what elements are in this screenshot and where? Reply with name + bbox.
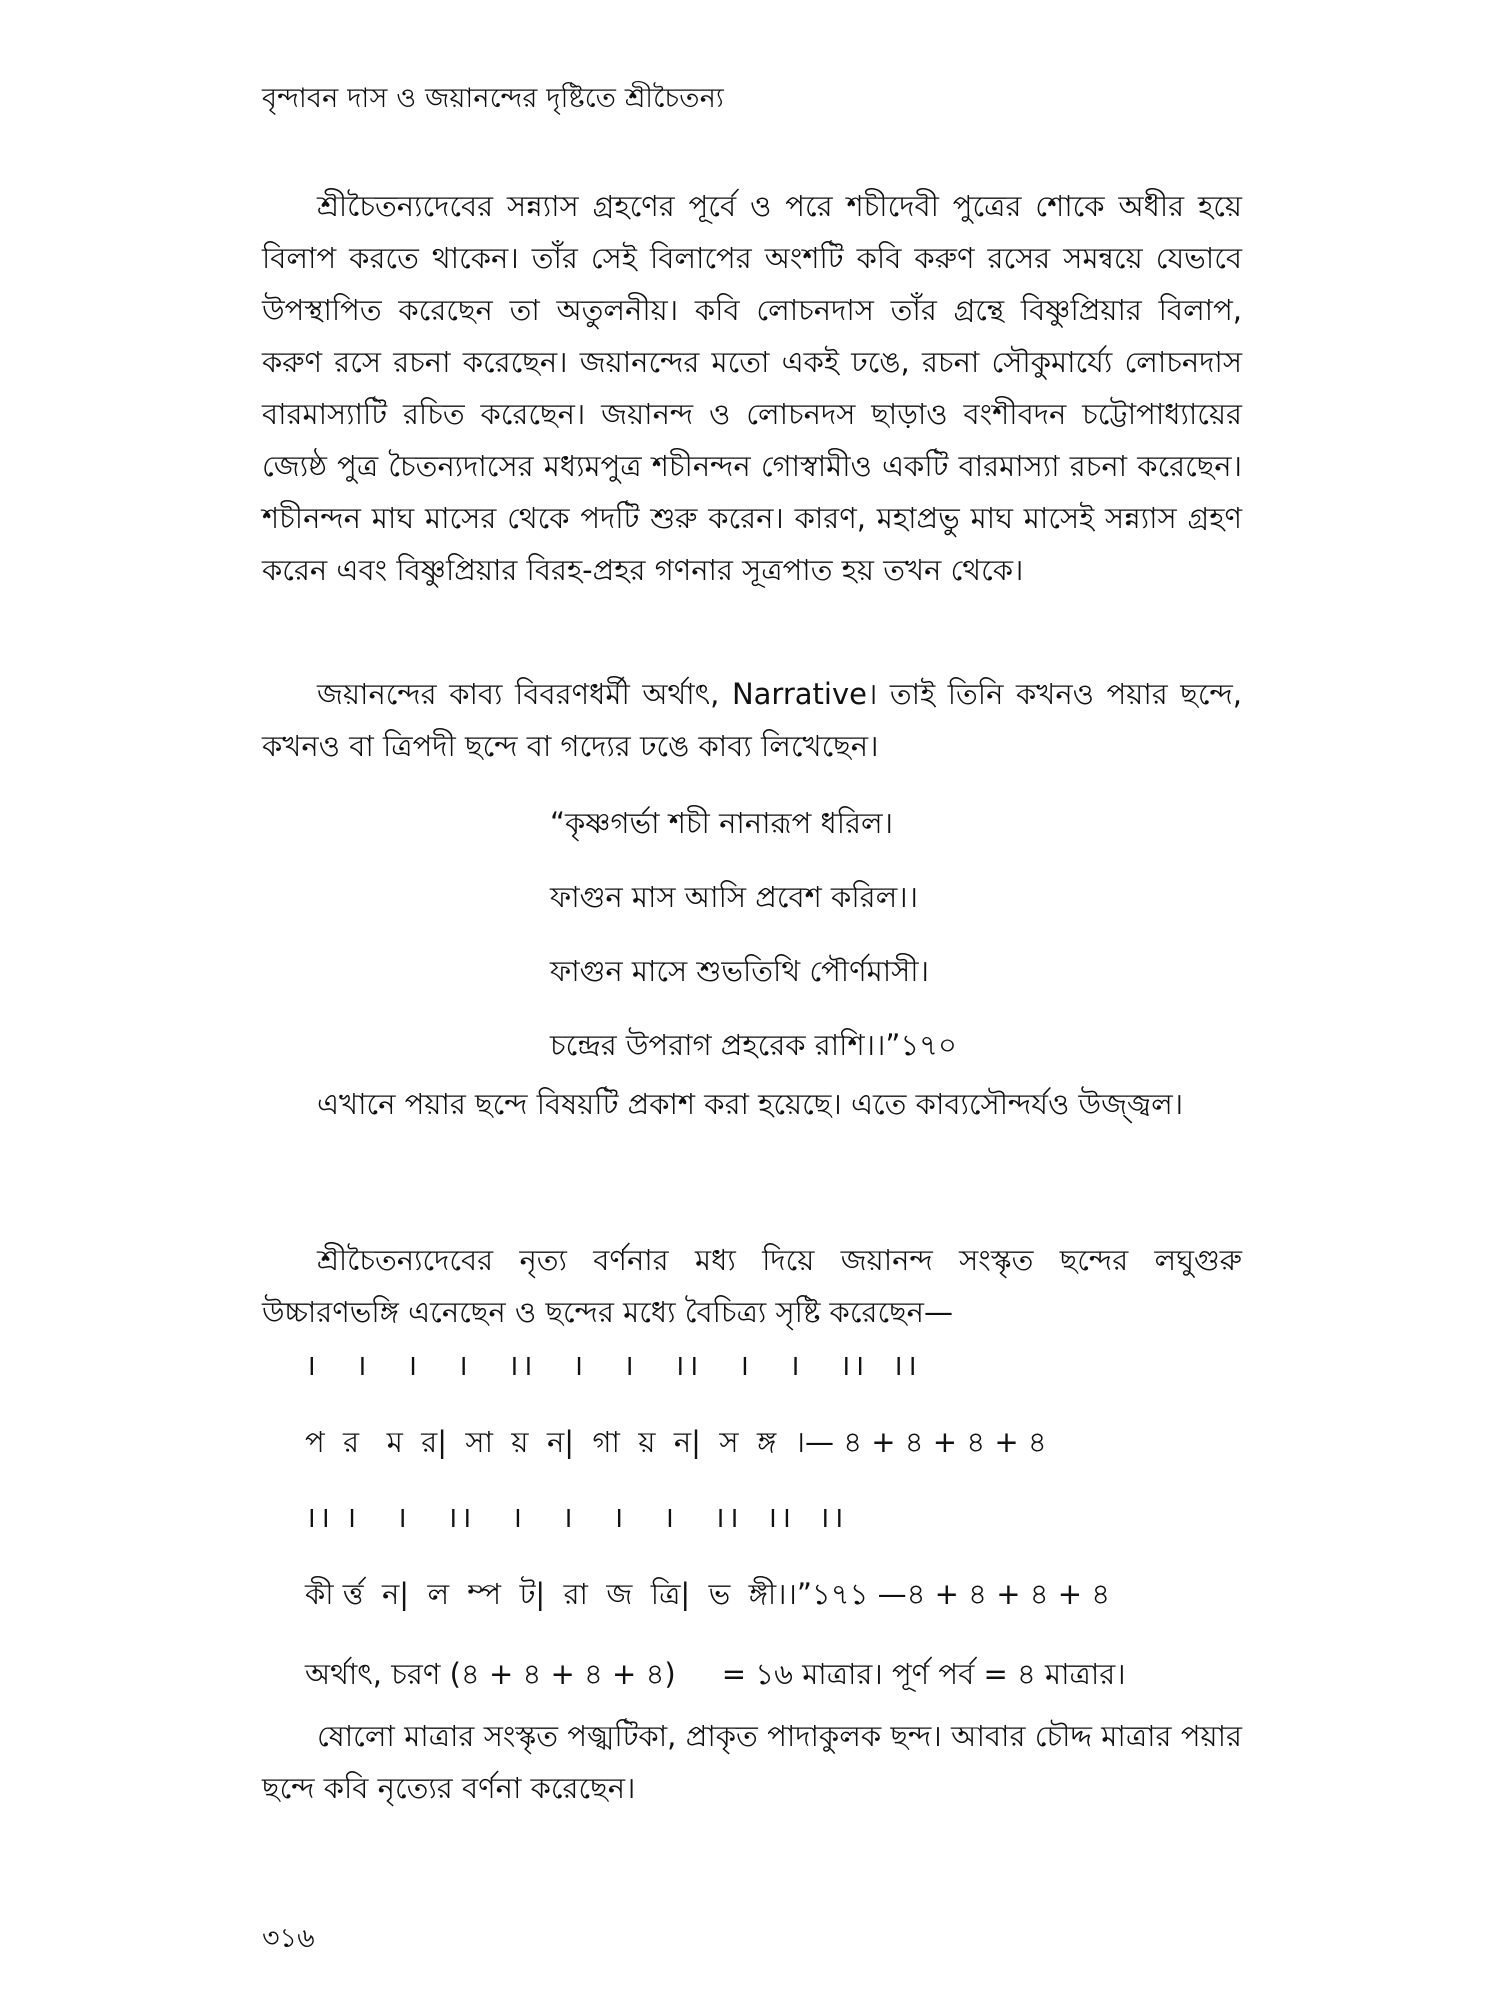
verse-line: ফাগুন মাস আসি প্রবেশ করিল।।: [550, 880, 918, 914]
verse-line: “কৃষ্ণগর্ভা শচী নানারূপ ধরিল।: [550, 806, 894, 840]
paragraph-2: [262, 668, 1242, 772]
scansion-line-2: কী র্ত্ত ন| ল ম্প ট| রা জ ত্রি| ভ ঙ্গী।।”১৭১ —৪ + ৪ + ৪ + ৪: [305, 1577, 1111, 1611]
verse-quote: [550, 795, 957, 1091]
paragraph-3: [262, 1078, 1242, 1130]
scansion-summary: অর্থাৎ, চরণ (৪ + ৪ + ৪ + ৪) = ১৬ মাত্রার। পূর্ণ পর্ব = ৪ মাত্রার।: [305, 1657, 1126, 1691]
paragraph-text: শ্রীচৈতন্যদেবের সন্ন্যাস গ্রহণের পূর্বে ও পরে শচীদেবী পুত্রের শোকে অধীর হয়ে বিলাপ করতে থাকেন। তাঁর সেই বিলাপের অংশটি কবি করুণ রসের সমন্বয়ে যেভাবে উপস্থাপিত করেছেন তা অতুলনীয়। কবি লোচনদাস তাঁর গ্রন্থে বিষ্ণুপ্রিয়ার বিলাপ, করুণ রসে রচনা করেছেন। জয়ানন্দের মতো একই ঢঙে, রচনা সৌকুমার্য্যে লোচনদাস বারমাস্যাটি রচিত করেছেন। জয়ানন্দ ও লোচনদস ছাড়াও বংশীবদন চট্টোপাধ্যায়ের জ্যেষ্ঠ পুত্র চৈতন্যদাসের মধ্যমপুত্র শচীনন্দন গোস্বামীও একটি বারমাস্যা রচনা করেছেন। শচীনন্দন মাঘ মাসের থেকে পদটি শুরু করেন। কারণ, মহাপ্রভু মাঘ মাসেই সন্ন্যাস গ্রহণ করেন এবং বিষ্ণুপ্রিয়ার বিরহ-প্রহর গণনার সূত্রপাত হয় তখন থেকে।: [262, 189, 1242, 587]
paragraph-text: জয়ানন্দের কাব্য বিবরণধর্মী অর্থাৎ, Narrative। তাই তিনি কখনও পয়ার ছন্দে, কখনও বা ত্রিপদী ছন্দে বা গদ্যের ঢঙে কাব্য লিখেছেন।: [262, 677, 1242, 763]
running-header: বৃন্দাবন দাস ও জয়ানন্দের দৃষ্টিতে শ্রীচৈতন্য: [262, 83, 724, 114]
paragraph-text: এখানে পয়ার ছন্দে বিষয়টি প্রকাশ করা হয়েছে। এতে কাব্যসৌন্দর্যও উজ্জ্বল।: [317, 1087, 1184, 1121]
paragraph-1: [262, 180, 1242, 596]
paragraph-4: [262, 1234, 1242, 1338]
scansion-marks-2: ।। । । ।। । । । । ।। ।। ।।: [305, 1500, 847, 1534]
scansion-line-1: প র ম র| সা য় ন| গা য় ন| স ঙ্গ ।— ৪ + ৪ + ৪ + ৪: [305, 1425, 1047, 1459]
page-number: ৩১৬: [262, 1923, 315, 1954]
paragraph-5: [262, 1710, 1242, 1814]
verse-line: ফাগুন মাসে শুভতিথি পৌর্ণমাসী।: [550, 954, 929, 988]
scansion-marks-1: । । । । ।। । । ।। । । ।। ।।: [305, 1348, 920, 1382]
paragraph-text: ষোলো মাত্রার সংস্কৃত পজ্ঝটিকা, প্রাকৃত পাদাকুলক ছন্দ। আবার চৌদ্দ মাত্রার পয়ার ছন্দে কবি নৃত্যের বর্ণনা করেছেন।: [262, 1719, 1242, 1805]
verse-line: চন্দ্রের উপরাগ প্রহরেক রাশি।।”১৭০: [550, 1028, 957, 1062]
paragraph-text: শ্রীচৈতন্যদেবের নৃত্য বর্ণনার মধ্য দিয়ে জয়ানন্দ সংস্কৃত ছন্দের লঘুগুরু উচ্চারণভঙ্গি এনেছেন ও ছন্দের মধ্যে বৈচিত্র্য সৃষ্টি করেছেন—: [262, 1243, 1242, 1329]
